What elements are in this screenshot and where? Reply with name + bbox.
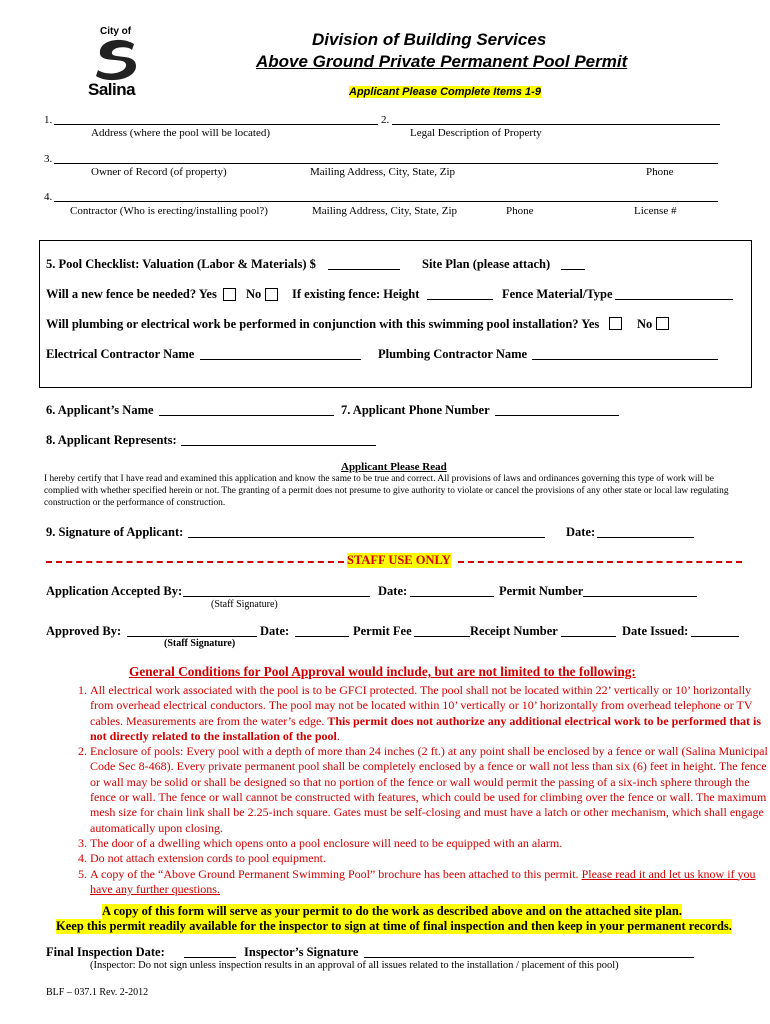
applicant-represents-label: 8. Applicant Represents:	[46, 433, 177, 447]
permit-fee-input-line[interactable]	[414, 636, 470, 637]
owner-label: Owner of Record (of property)	[91, 166, 227, 178]
form-number-footer: BLF – 037.1 Rev. 2-2012	[46, 987, 149, 998]
final-inspection-date-input-line[interactable]	[184, 957, 236, 958]
accepted-date-label: Date:	[378, 584, 408, 598]
conditions-list	[60, 683, 770, 897]
legal-description-label: Legal Description of Property	[410, 127, 542, 139]
fence-needed-label: Will a new fence be needed? Yes	[46, 287, 217, 301]
inspector-signature-label: Inspector’s Signature	[244, 945, 359, 959]
condition-5-text: A copy of the “Above Ground Permanent Swimming Pool” brochure has been attached to this permit.	[90, 866, 582, 881]
valuation-input-line[interactable]	[328, 269, 400, 270]
plumbing-contractor-input-line[interactable]	[532, 359, 718, 360]
owner-input-line[interactable]	[54, 163, 718, 164]
staff-signature-note-2: (Staff Signature)	[164, 638, 236, 649]
condition-1-text: All electrical work associated with the pool is to be GFCI protected. The pool shall not be located within 22’ vertically or 10’ horizontally from overhead electrical conductors. The pool may not be located within 10’ vertically or 10’ horizontally from overhead telephone or TV cables. Measurements are from the water’s edge.	[90, 683, 753, 728]
condition-1	[90, 683, 770, 744]
approved-date-label: Date:	[260, 624, 290, 638]
certification-text: I hereby certify that I have read and examined this application and know the same to be true and correct. All provisions of laws and ordinances governing this type of work will be complied with whether specified herein or not. The granting of a permit does not presume to give authority to violate or cancel the provisions of any other state or local law regulating construction or the performance of construction.	[44, 474, 729, 508]
signature-input-line[interactable]	[188, 537, 545, 538]
item-2-number: 2.	[381, 114, 390, 126]
inspector-note: (Inspector: Do not sign unless inspection results in an approval of all issues related to the installation / placement of this pool)	[90, 960, 619, 971]
contractor-mailing-label: Mailing Address, City, State, Zip	[312, 205, 458, 217]
applicant-phone-input-line[interactable]	[495, 415, 619, 416]
condition-4: 4. Do not attach extension cords to pool equipment.	[90, 851, 770, 866]
signature-label: 9. Signature of Applicant:	[46, 525, 184, 539]
signature-date-label: Date:	[566, 525, 596, 539]
condition-3: 3. The door of a dwelling which opens onto a pool enclosure will need to be equipped with an alarm.	[90, 836, 770, 851]
accepted-date-input-line[interactable]	[410, 596, 494, 597]
inspector-signature-input-line[interactable]	[364, 957, 694, 958]
item-1-number: 1.	[44, 114, 53, 126]
approved-by-label: Approved By:	[46, 624, 122, 638]
final-inspection-date-label: Final Inspection Date:	[46, 945, 165, 959]
conditions-heading: General Conditions for Pool Approval would include, but are not limited to the following:	[129, 664, 636, 679]
owner-phone-label: Phone	[646, 166, 674, 178]
accepted-by-input-line[interactable]	[183, 596, 370, 597]
plumbing-question-label: Will plumbing or electrical work be performed in conjunction with this swimming pool installation? Yes	[46, 317, 600, 331]
electrical-contractor-input-line[interactable]	[200, 359, 361, 360]
logo-city-of: City of	[100, 26, 132, 37]
contractor-input-line[interactable]	[54, 201, 718, 202]
division-title: Division of Building Services	[312, 30, 547, 49]
approved-by-input-line[interactable]	[127, 636, 257, 637]
staff-divider-left	[46, 561, 344, 563]
fence-material-label: Fence Material/Type	[502, 287, 613, 301]
address-label: Address (where the pool will be located)	[91, 127, 270, 139]
license-label: License #	[634, 205, 677, 217]
receipt-number-label: Receipt Number	[470, 624, 558, 638]
receipt-number-input-line[interactable]	[561, 636, 616, 637]
plumbing-yes-checkbox[interactable]	[609, 317, 622, 330]
fence-yes-checkbox[interactable]	[223, 288, 236, 301]
staff-use-heading: STAFF USE ONLY	[347, 553, 451, 567]
plumbing-no-label: No	[637, 317, 653, 331]
permit-number-input-line[interactable]	[583, 596, 697, 597]
logo-salina: Salina	[88, 80, 136, 99]
site-plan-label: Site Plan (please attach)	[422, 257, 551, 271]
applicant-name-label: 6. Applicant’s Name	[46, 403, 154, 417]
applicant-phone-label: 7. Applicant Phone Number	[341, 403, 490, 417]
permit-title: Above Ground Private Permanent Pool Permit	[256, 52, 628, 71]
condition-1-bold-text: This permit does not authorize any additional electrical work to be performed that is not directly related to the installation of the pool	[90, 713, 761, 743]
applicant-represents-input-line[interactable]	[181, 445, 376, 446]
electrical-contractor-label: Electrical Contractor Name	[46, 347, 195, 361]
logo-swirl-icon	[92, 38, 142, 82]
date-issued-label: Date Issued:	[622, 624, 689, 638]
staff-divider-right	[458, 561, 742, 563]
item-4-number: 4.	[44, 191, 53, 203]
applicant-name-input-line[interactable]	[159, 415, 334, 416]
plumbing-contractor-label: Plumbing Contractor Name	[378, 347, 528, 361]
staff-signature-note-1: (Staff Signature)	[211, 599, 278, 610]
fence-no-label: No	[246, 287, 262, 301]
permit-number-label: Permit Number	[499, 584, 584, 598]
please-read-heading: Applicant Please Read	[341, 461, 447, 473]
valuation-label: 5. Pool Checklist: Valuation (Labor & Materials) $	[46, 257, 316, 271]
instruction-banner: Applicant Please Complete Items 1-9	[349, 86, 541, 98]
fence-height-input-line[interactable]	[427, 299, 493, 300]
fence-material-input-line[interactable]	[615, 299, 733, 300]
accepted-by-label: Application Accepted By:	[46, 584, 183, 598]
date-issued-input-line[interactable]	[691, 636, 739, 637]
permit-notice-line-1: A copy of this form will serve as your permit to do the work as described above and on the attached site plan.	[102, 904, 682, 918]
condition-5	[90, 867, 770, 898]
contractor-label: Contractor (Who is erecting/installing pool?)	[70, 205, 268, 217]
item-3-number: 3.	[44, 153, 53, 165]
address-input-line[interactable]	[54, 124, 378, 125]
signature-date-input-line[interactable]	[597, 537, 694, 538]
legal-description-input-line[interactable]	[392, 124, 720, 125]
existing-fence-label: If existing fence: Height	[292, 287, 420, 301]
condition-5-underlined-text: Please read it and let us know if you have any further questions.	[90, 866, 756, 896]
plumbing-no-checkbox[interactable]	[656, 317, 669, 330]
contractor-phone-label: Phone	[506, 205, 534, 217]
condition-1-end: .	[336, 728, 340, 743]
permit-fee-label: Permit Fee	[353, 624, 412, 638]
owner-mailing-label: Mailing Address, City, State, Zip	[310, 166, 456, 178]
site-plan-input-line[interactable]	[561, 269, 585, 270]
fence-no-checkbox[interactable]	[265, 288, 278, 301]
condition-2: 2. Enclosure of pools: Every pool with a depth of more than 24 inches (2 ft.) at any point shall be enclosed by a fence or wall (Salina Municipal Code Sec 8-468). Every private permanent pool shall be completely enclosed by a fence or wall not less than six (6) feet in height. The fence or wall may be solid or shall be designed so that no portion of the fence or wall would permit the passing of a six-inch sphere through the fence or wall. The fence or wall cannot be constructed with features, which could be used for climbing over the fence or wall. The maximum mesh size for chain link shall be 2.25-inch square. Gates must be self-closing and must have a latch or other mechanism, which shall engage automatically upon closing.	[90, 744, 770, 836]
approved-date-input-line[interactable]	[295, 636, 349, 637]
city-logo	[86, 26, 150, 100]
permit-notice-line-2: Keep this permit readily available for the inspector to sign at time of final inspection and then keep in your permanent records.	[56, 919, 732, 933]
